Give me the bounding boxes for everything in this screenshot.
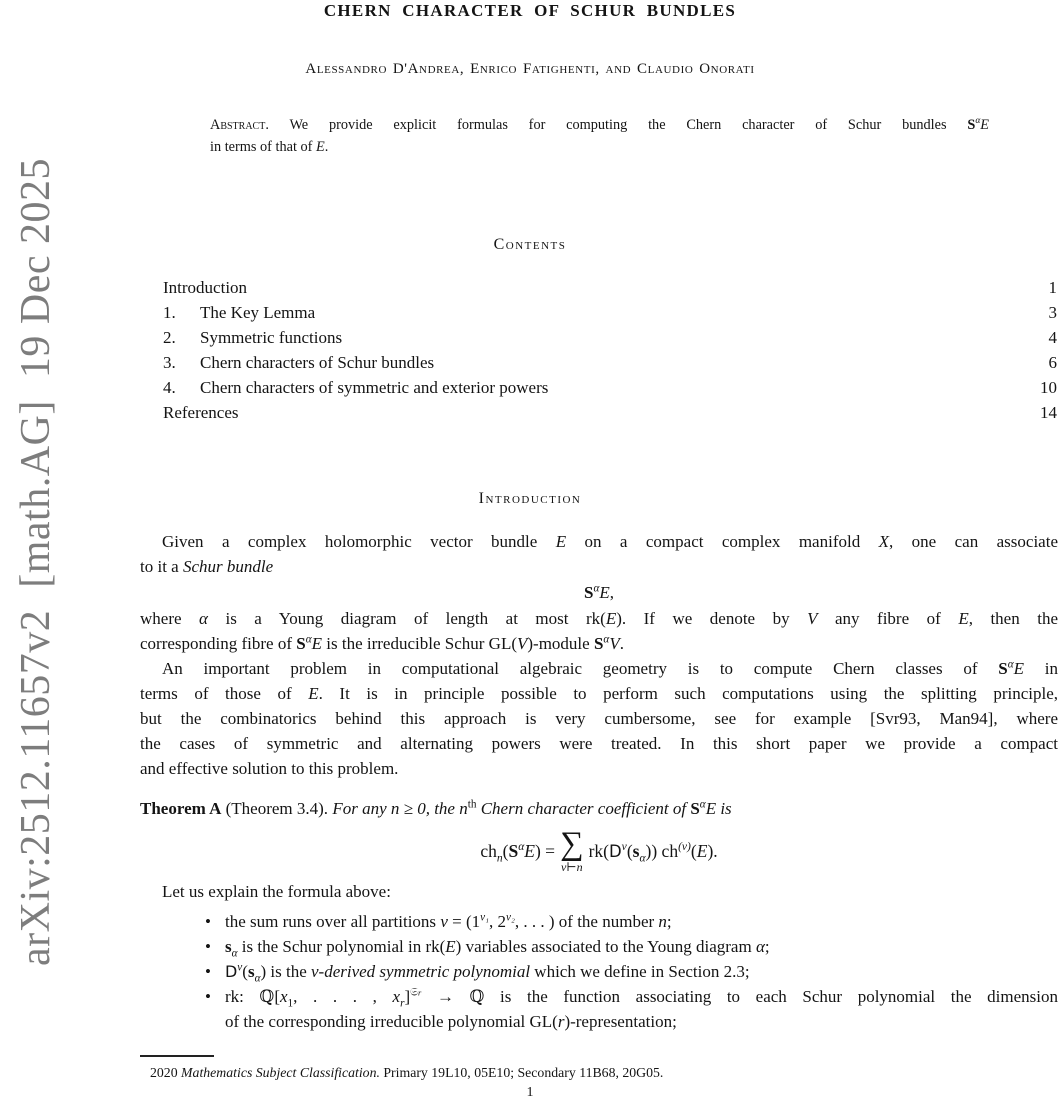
display-schur-bundle: $S^\alpha E$, — [584, 582, 614, 602]
toc-entry-symmetric-exterior[interactable] — [163, 376, 1057, 401]
bullet-text: rk: $ℚ[x_1$, . . . , $x_r]^{𝔖r}$ → ℚ is the function associating to each Schur polynomial the dimension of the corresponding irreducible polynomial GL(r)-representation; — [225, 986, 1059, 1031]
bullet-item-partitions — [205, 909, 1058, 934]
sum-limits: ν⊢n — [561, 860, 583, 874]
page-number: 1 — [526, 1085, 534, 1100]
abstract: Abstract. We provide explicit formulas for computing the Chern character of Schur bundles $S^\alpha E$ in terms of that of E. — [210, 116, 989, 155]
bullet-text: $D^\nu(s_\alpha)$ is the ν-derived symmetric polynomial which we define in Section 2.3; — [225, 961, 750, 985]
toc-entry-page: 1 — [1048, 278, 1057, 297]
intro-paragraph-1-cont: where α is a Young diagram of length at most rk(E). If we denote by V any fibre of E, then the corresponding fibre of $S^\alpha E$ is the irreducible Schur GL(V)-module $S^\alpha V$. — [140, 609, 1058, 653]
toc-entry-title: Symmetric functions — [200, 327, 343, 347]
footnote-rule — [140, 1055, 214, 1057]
toc-entry-chern-schur[interactable] — [163, 351, 1057, 376]
bullet-icon: • — [205, 912, 211, 931]
toc-entry-title: References — [163, 402, 239, 422]
formula-left: $ch_n(S^\alpha E)$ = — [480, 840, 556, 864]
toc-entry-number: 2. — [163, 327, 176, 347]
bullet-item-schur-polynomial — [205, 934, 1058, 959]
intro-paragraph-2: An important problem in computational algebraic geometry is to compute Chern classes of $S^\alpha E$ in terms of those of E. It is in principle possible to perform such computations using the splitting principle, but the combinatorics behind this approach is very cumbersome, see for example [Svr93, Man94], where the cases of symmetric and alternating powers were treated. In this short paper we provide a compact and effective solution to this problem. — [140, 658, 1058, 778]
toc-entry-title: Introduction — [163, 278, 248, 297]
bullet-icon: • — [205, 987, 211, 1006]
toc-entry-page: 6 — [1048, 352, 1057, 372]
bullet-text: the sum runs over all partitions $\nu = (1^{\nu_1}$, $2^{\nu_2}$, . . . ) of the number n; — [225, 911, 672, 931]
contents-heading: Contents — [493, 236, 567, 253]
toc-entry-page: 14 — [1040, 402, 1057, 422]
toc-entry-title: Chern characters of symmetric and exterior powers — [200, 377, 549, 397]
section-heading-introduction: Introduction — [478, 490, 582, 507]
table-of-contents — [163, 276, 1057, 425]
bullet-text: $s_\alpha$ is the Schur polynomial in rk(E) variables associated to the Young diagram α; — [225, 937, 770, 960]
sigma-icon: ∑ — [560, 826, 584, 862]
toc-entry-title: The Key Lemma — [200, 302, 316, 322]
arxiv-watermark: arXiv:2512.11657v2 [math.AG] 19 Dec 2025 — [13, 158, 59, 966]
toc-entry-title: Chern characters of Schur bundles — [200, 352, 435, 372]
bullet-item-rk-function — [205, 984, 1058, 1034]
toc-entry-page: 10 — [1040, 377, 1057, 397]
toc-entry-number: 3. — [163, 352, 176, 372]
toc-entry-page: 3 — [1048, 302, 1057, 322]
toc-entry-introduction[interactable] — [163, 276, 1057, 301]
formula-right: $rk(D^\nu(s_\alpha))$ $ch^{(\nu)}(E)$. — [588, 840, 718, 864]
bullet-icon: • — [205, 962, 211, 981]
theorem-formula — [140, 828, 1058, 874]
toc-entry-page: 4 — [1048, 327, 1057, 347]
paper-title: CHERN CHARACTER OF SCHUR BUNDLES — [323, 1, 737, 20]
toc-entry-number: 4. — [163, 377, 176, 397]
intro-paragraph-1: Given a complex holomorphic vector bundle E on a compact complex manifold X, one can associate to it a Schur bundle — [140, 532, 1058, 576]
toc-entry-symmetric-functions[interactable] — [163, 326, 1057, 351]
bullet-item-derived-polynomial — [205, 959, 1058, 984]
explain-lead: Let us explain the formula above: — [162, 882, 391, 901]
toc-entry-number: 1. — [163, 302, 176, 322]
toc-entry-references[interactable] — [163, 401, 1057, 426]
bullet-list — [205, 909, 1058, 1034]
body-text — [140, 529, 1058, 1034]
theorem-a: Theorem A (Theorem 3.4). For any n ≥ 0, the $n^{th}$ Chern character coefficient of $S^\alpha E$ is — [140, 798, 732, 818]
msc-footnote: 2020 Mathematics Subject Classification. Primary 19L10, 05E10; Secondary 11B68, 20G05. — [150, 1065, 664, 1080]
paper-authors: Alessandro D'Andrea, Enrico Fatighenti, and Claudio Onorati — [305, 61, 755, 77]
sum-operator — [560, 828, 584, 874]
bullet-icon: • — [205, 937, 211, 956]
toc-entry-key-lemma[interactable] — [163, 301, 1057, 326]
